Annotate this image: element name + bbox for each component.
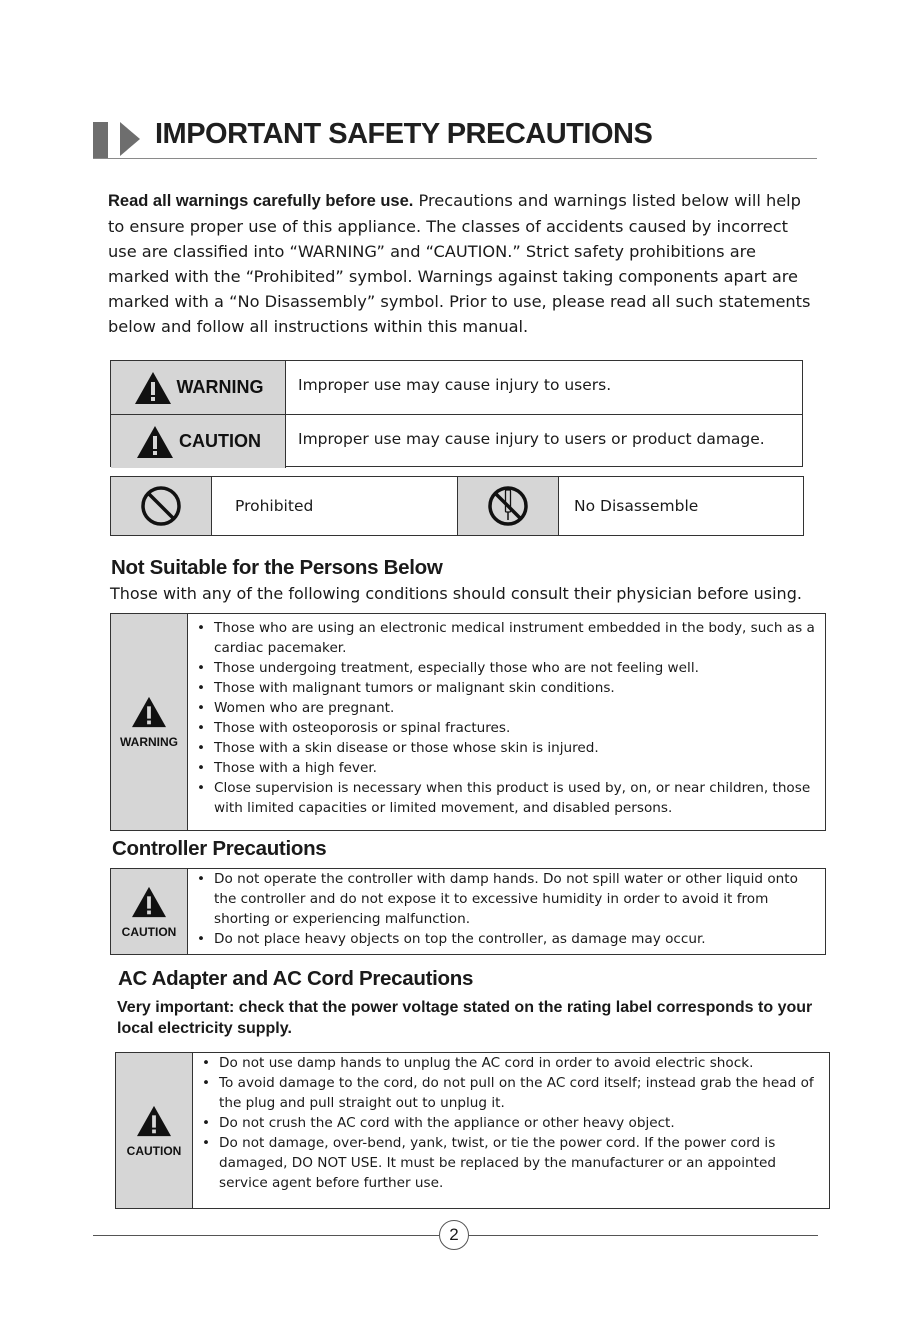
footer-rule-left xyxy=(93,1235,439,1236)
warning-triangle-icon xyxy=(133,370,173,406)
footer-rule-right xyxy=(469,1235,818,1236)
not-suitable-box xyxy=(110,613,826,831)
not-suitable-side-label: WARNING xyxy=(120,735,178,749)
page-title: IMPORTANT SAFETY PRECAUTIONS xyxy=(155,118,653,150)
warning-triangle-icon xyxy=(135,1104,173,1138)
intro-body: Precautions and warnings listed below will help to ensure proper use of this appliance. The classes of accidents caused by incorrect use are classified into “WARNING” and “CAUTION.” Strict safety prohibitions are marked with the “Prohibited” symbol. Warnings against taking components apart are marked with a “No Disassembly” symbol. Prior to use, please read all such statements below and follow all instructions within this manual. xyxy=(108,191,811,336)
list-item: • Do not operate the controller with damp hands. Do not spill water or other liquid onto the controller and do not expose it to excessive humidity in order to avoid it from shorting or experiencing malfunction. xyxy=(188,869,825,929)
list-item: • Those who are using an electronic medical instrument embedded in the body, such as a cardiac pacemaker. xyxy=(188,618,825,658)
prohibited-icon xyxy=(139,484,183,528)
list-item: • Do not crush the AC cord with the appliance or other heavy object. xyxy=(193,1113,829,1133)
list-item: • To avoid damage to the cord, do not pull on the AC cord itself; instead grab the head of the plug and pull straight out to unplug it. xyxy=(193,1073,829,1113)
list-item: • Those undergoing treatment, especially those who are not feeling well. xyxy=(188,658,825,678)
list-item: • Those with a skin disease or those whose skin is injured. xyxy=(188,738,825,758)
list-item: • Close supervision is necessary when this product is used by, on, or near children, those with limited capacities or limited movement, and disabled persons. xyxy=(188,778,825,818)
list-item: • Those with osteoporosis or spinal fractures. xyxy=(188,718,825,738)
warning-triangle-icon xyxy=(130,885,168,919)
list-item: • Those with malignant tumors or malignant skin conditions. xyxy=(188,678,825,698)
ac-adapter-side-label: CAUTION xyxy=(126,1143,182,1158)
header-divider xyxy=(93,158,817,159)
intro-lead: Read all warnings carefully before use. xyxy=(108,192,414,210)
list-item: • Do not use damp hands to unplug the AC cord in order to avoid electric shock. xyxy=(193,1053,829,1073)
legend-row-caution xyxy=(111,414,802,468)
not-suitable-subtitle: Those with any of the following conditions should consult their physician before using. xyxy=(110,584,802,603)
not-suitable-heading: Not Suitable for the Persons Below xyxy=(111,556,443,579)
ac-adapter-list xyxy=(193,1053,829,1193)
controller-heading: Controller Precautions xyxy=(112,837,327,860)
legend-row-warning xyxy=(111,361,802,414)
no-disassemble-symbol-cell xyxy=(458,477,559,535)
legend-warning-label: WARNING xyxy=(176,377,264,397)
warning-triangle-icon xyxy=(130,695,168,729)
ac-adapter-box xyxy=(115,1052,830,1209)
hazard-legend-table xyxy=(110,360,803,467)
no-disassemble-icon xyxy=(486,484,530,528)
list-item: • Those with a high fever. xyxy=(188,758,825,778)
page-number: 2 xyxy=(439,1220,469,1250)
symbol-legend-table xyxy=(110,476,804,536)
ac-adapter-heading: AC Adapter and AC Cord Precautions xyxy=(118,967,474,990)
intro-paragraph xyxy=(108,188,820,339)
warning-triangle-icon xyxy=(135,424,175,460)
list-item: • Women who are pregnant. xyxy=(188,698,825,718)
controller-side xyxy=(111,869,188,954)
legend-warning-text: Improper use may cause injury to users. xyxy=(298,376,612,394)
legend-caution-text: Improper use may cause injury to users or product damage. xyxy=(298,430,765,448)
prohibited-symbol-cell xyxy=(111,477,212,535)
not-suitable-list xyxy=(188,618,825,818)
controller-list xyxy=(188,869,825,949)
controller-side-label: CAUTION xyxy=(121,924,177,939)
ac-adapter-side xyxy=(116,1053,193,1208)
legend-caution-cell xyxy=(111,415,286,468)
ac-adapter-note: Very important: check that the power voltage stated on the rating label corresponds to your local electricity supply. xyxy=(117,999,813,1037)
header-bar-decoration xyxy=(93,122,108,158)
legend-warning-cell xyxy=(111,361,286,414)
header-arrow-icon xyxy=(120,122,140,156)
not-suitable-side xyxy=(111,614,188,830)
list-item: • Do not place heavy objects on top the controller, as damage may occur. xyxy=(188,929,825,949)
no-disassemble-text: No Disassemble xyxy=(574,497,699,515)
list-item: • Do not damage, over-bend, yank, twist, or tie the power cord. If the power cord is damaged, DO NOT USE. It must be replaced by the manufacturer or an appointed service agent before further use. xyxy=(193,1133,829,1193)
prohibited-text: Prohibited xyxy=(212,477,458,535)
legend-caution-label: CAUTION xyxy=(179,431,261,451)
controller-box xyxy=(110,868,826,955)
